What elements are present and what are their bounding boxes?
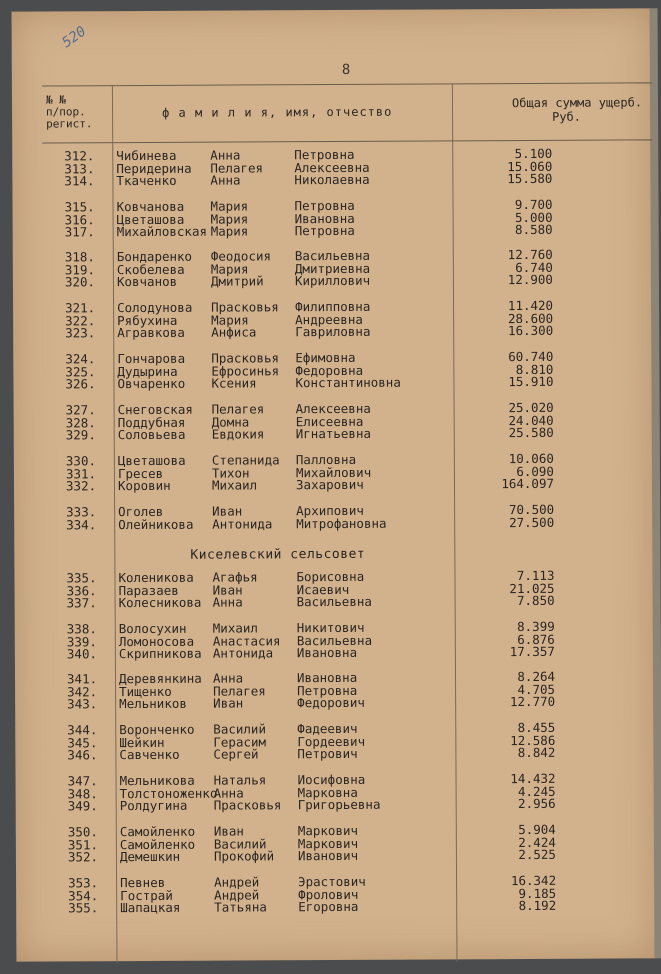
row-first-name: Пелагея — [210, 159, 264, 176]
row-number: 335. — [66, 570, 97, 586]
row-amount: 8.580 — [514, 222, 553, 238]
row-surname: Толстоноженко — [119, 785, 218, 801]
row-surname: Мельникова — [119, 772, 195, 789]
table-row — [14, 515, 654, 531]
row-number: 352. — [67, 849, 99, 865]
row-first-name: Иван — [213, 823, 244, 839]
row-patronymic: Петрович — [297, 746, 358, 762]
row-number: 332. — [65, 478, 97, 494]
row-first-name: Антонида — [212, 515, 273, 532]
row-patronymic: Исаевич — [296, 581, 350, 597]
row-first-name: Прасковья — [211, 299, 279, 315]
row-number: 346. — [67, 747, 98, 763]
row-amount: 2.956 — [517, 796, 556, 812]
row-patronymic: Захарович — [295, 477, 364, 493]
row-first-name: Пелагея — [211, 401, 265, 417]
row-patronymic: Гавриловна — [295, 323, 371, 340]
row-number: 319. — [64, 261, 96, 277]
row-surname: Коленикова — [118, 569, 194, 586]
table-row — [12, 172, 652, 188]
row-surname: Снеговская — [117, 401, 193, 418]
row-number: 349. — [67, 798, 98, 814]
row-number: 314. — [64, 173, 95, 189]
row-first-name: Дмитрий — [210, 273, 264, 289]
row-amount: 12.900 — [507, 272, 553, 288]
row-number: 353. — [68, 875, 99, 891]
row-number: 329. — [65, 427, 96, 443]
row-surname: Михайловская — [116, 223, 208, 240]
row-amount: 9.185 — [518, 885, 557, 901]
row-patronymic: Федорович — [297, 695, 365, 711]
row-first-name: Василий — [213, 721, 267, 737]
row-first-name: Иван — [212, 582, 243, 598]
table-row — [13, 273, 653, 289]
row-number: 334. — [66, 516, 97, 532]
row-patronymic: Петровна — [297, 682, 358, 698]
row-surname: Перидерина — [116, 160, 192, 176]
table-row — [13, 324, 653, 340]
row-number: 354. — [68, 887, 99, 903]
row-number: 313. — [64, 160, 95, 177]
row-patronymic: Егоровна — [298, 899, 359, 915]
row-first-name: Анастасия — [212, 632, 281, 649]
row-surname: Колесникова — [118, 594, 202, 611]
row-surname: Бондаренко — [116, 248, 193, 265]
row-patronymic: Михайлович — [295, 464, 372, 480]
row-amount: 12.770 — [509, 694, 556, 710]
row-number: 327. — [65, 402, 96, 418]
row-surname: Дудырина — [117, 363, 178, 379]
row-amount: 8.192 — [518, 898, 557, 914]
row-surname: Ломоносова — [118, 633, 195, 649]
row-surname: Скобелева — [116, 261, 185, 277]
table-row — [16, 848, 656, 864]
row-patronymic: Никитович — [296, 619, 365, 636]
row-first-name: Мария — [211, 312, 249, 328]
row-first-name: Иван — [212, 503, 243, 519]
row-first-name: Прокофий — [213, 848, 275, 864]
table-row — [15, 695, 655, 711]
row-first-name: Прасковья — [213, 797, 282, 813]
row-amount: 8.810 — [515, 361, 554, 377]
row-patronymic: Алексеевна — [295, 400, 371, 417]
table-row — [13, 223, 653, 239]
row-number: 322. — [65, 312, 96, 328]
row-first-name: Михаил — [211, 477, 258, 493]
row-surname: Тищенко — [119, 683, 172, 699]
header-sum-line2: Руб. — [552, 109, 582, 124]
row-first-name: Андрей — [214, 886, 260, 903]
row-amount: 21.025 — [509, 580, 555, 596]
row-first-name: Антонида — [212, 645, 274, 661]
row-amount: 2.525 — [518, 847, 556, 863]
row-surname: Гончарова — [117, 350, 186, 367]
row-surname: Паразаев — [118, 582, 179, 598]
page-number: 8 — [341, 61, 351, 78]
row-amount: 7.850 — [516, 593, 555, 609]
row-number: 348. — [67, 785, 98, 801]
row-first-name: Анна — [212, 594, 243, 610]
row-amount: 11.420 — [507, 297, 554, 314]
row-number: 333. — [66, 504, 97, 520]
row-amount: 4.705 — [517, 681, 556, 697]
table-row — [16, 899, 656, 915]
row-patronymic: Маркович — [297, 822, 359, 839]
row-first-name: Андрей — [214, 874, 260, 890]
row-patronymic: Эрастович — [298, 873, 366, 890]
table-row — [15, 645, 655, 661]
row-amount: 5.904 — [518, 821, 556, 838]
row-patronymic: Константиновна — [295, 374, 401, 391]
row-amount: 25.020 — [508, 399, 554, 416]
row-first-name: Мария — [210, 223, 249, 239]
row-amount: 8.399 — [517, 618, 555, 635]
row-first-name: Домна — [211, 414, 250, 430]
row-first-name: Мария — [210, 198, 249, 214]
row-number: 323. — [65, 325, 96, 341]
row-surname: Деревянкина — [118, 670, 202, 687]
row-amount: 16.342 — [510, 872, 557, 889]
row-number: 321. — [65, 300, 96, 316]
row-patronymic: Иванович — [297, 848, 359, 864]
row-surname: Поддубная — [117, 414, 186, 430]
row-first-name: Анна — [212, 670, 244, 686]
row-patronymic: Алексеевна — [294, 159, 370, 175]
row-number: 342. — [67, 683, 98, 699]
row-number: 351. — [67, 836, 99, 852]
row-number: 330. — [65, 453, 97, 469]
row-surname: Ковчанов — [116, 274, 178, 290]
row-amount: 14.432 — [510, 770, 556, 787]
header-name-column: ф а м и л и я, имя, отчество — [162, 104, 393, 120]
row-patronymic: Петровна — [294, 146, 355, 163]
row-first-name: Пелагея — [213, 682, 266, 699]
row-first-name: Евдокия — [211, 426, 265, 442]
row-surname: Олейникова — [118, 516, 194, 532]
row-amount: 15.910 — [508, 374, 554, 390]
row-number: 337. — [66, 595, 97, 611]
row-patronymic: Борисовна — [296, 568, 365, 585]
table-row — [15, 746, 655, 762]
row-amount: 2.424 — [518, 834, 556, 850]
row-number: 318. — [64, 249, 95, 265]
row-number: 328. — [65, 414, 96, 430]
row-number: 336. — [66, 582, 97, 598]
row-surname: Мельников — [119, 695, 187, 712]
row-surname: Рябухина — [117, 312, 178, 328]
row-number: 343. — [67, 696, 98, 712]
row-amount: 6.876 — [517, 631, 555, 647]
archive-number-mark: 520 — [59, 23, 90, 52]
header-sum-column — [512, 95, 642, 124]
row-patronymic: Маркович — [297, 835, 359, 851]
row-first-name: Тихон — [211, 465, 250, 481]
row-first-name: Наталья — [213, 772, 267, 788]
row-amount: 10.060 — [508, 450, 554, 467]
row-patronymic: Гордеевич — [297, 733, 366, 749]
row-surname: Овчаренко — [117, 375, 186, 392]
row-first-name: Анна — [213, 785, 244, 801]
row-first-name: Степанида — [211, 452, 280, 468]
header-number-column — [46, 94, 93, 130]
row-number: 315. — [64, 199, 95, 215]
row-patronymic: Иосифовна — [297, 771, 366, 788]
row-first-name: Ксения — [211, 375, 257, 391]
row-surname: Солодунова — [117, 299, 193, 316]
row-patronymic: Митрофановна — [296, 515, 387, 531]
row-surname: Шейкин — [119, 734, 165, 750]
row-surname: Соловьева — [117, 426, 186, 443]
row-surname: Шапацкая — [120, 899, 181, 916]
row-amount: 4.245 — [517, 783, 556, 799]
row-amount: 6.090 — [516, 463, 554, 479]
row-first-name: Татьяна — [214, 899, 267, 915]
row-amount: 12.586 — [510, 732, 556, 748]
row-first-name: Анна — [210, 172, 241, 188]
row-surname: Ткаченко — [116, 173, 177, 189]
row-first-name: Ефросинья — [211, 362, 280, 379]
row-amount: 8.455 — [517, 719, 556, 736]
row-number: 331. — [65, 465, 97, 481]
row-surname: Чибинева — [116, 147, 177, 164]
row-number: 325. — [65, 363, 96, 379]
row-amount: 16.300 — [507, 323, 554, 339]
row-patronymic: Ивановна — [294, 210, 355, 226]
row-surname: Оголев — [118, 503, 164, 520]
row-number: 341. — [66, 671, 98, 687]
row-amount: 164.097 — [501, 476, 555, 492]
row-amount: 15.060 — [507, 158, 553, 174]
row-first-name: Анфиса — [211, 324, 257, 340]
row-amount: 12.760 — [507, 246, 553, 263]
row-first-name: Герасим — [213, 733, 267, 750]
row-surname: Демешкин — [119, 848, 181, 865]
row-amount: 28.600 — [507, 310, 554, 326]
row-patronymic: Петровна — [294, 197, 355, 214]
row-number: 355. — [68, 900, 99, 916]
row-patronymic: Васильевна — [296, 632, 373, 648]
row-first-name: Мария — [210, 211, 249, 227]
row-first-name: Прасковья — [211, 350, 280, 366]
row-first-name: Иван — [213, 695, 244, 711]
header-sum-line1: Общая сумма ущерб. — [511, 95, 643, 111]
row-surname: Цветашова — [117, 452, 186, 469]
row-amount: 24.040 — [508, 412, 554, 428]
row-patronymic: Елисеевна — [295, 413, 364, 429]
row-first-name: Василий — [213, 835, 267, 852]
row-surname: Волосухин — [118, 620, 187, 637]
header-num-line3: регист. — [46, 117, 93, 131]
row-surname: Ковчанова — [116, 198, 185, 215]
row-patronymic: Марковна — [297, 784, 358, 800]
row-number: 350. — [67, 824, 98, 840]
row-number: 312. — [64, 148, 95, 164]
table-row — [13, 375, 653, 391]
row-surname: Ролдугина — [119, 797, 188, 814]
table-header — [42, 82, 652, 143]
row-number: 344. — [67, 722, 98, 738]
row-patronymic: Васильевна — [296, 593, 372, 610]
row-amount: 8.842 — [517, 745, 556, 761]
row-amount: 60.740 — [508, 348, 554, 365]
row-first-name: Мария — [210, 261, 249, 277]
row-surname: Гострай — [120, 887, 173, 903]
row-patronymic: Николаевна — [294, 171, 370, 188]
row-amount: 70.500 — [508, 501, 555, 518]
row-first-name: Феодосия — [210, 248, 272, 264]
row-number: 317. — [64, 224, 95, 240]
row-number: 326. — [65, 376, 96, 392]
row-amount: 17.357 — [509, 644, 555, 660]
row-number: 316. — [64, 211, 95, 228]
header-num-line1: № № — [45, 93, 66, 107]
row-patronymic: Кириллович — [294, 272, 371, 289]
row-patronymic: Ивановна — [296, 645, 358, 661]
row-patronymic: Ефимовна — [295, 349, 356, 366]
row-patronymic: Фадеевич — [297, 720, 358, 737]
row-first-name: Михаил — [212, 620, 258, 636]
row-patronymic: Игнатьевна — [295, 425, 372, 442]
row-amount: 27.500 — [509, 514, 555, 530]
row-amount: 9.700 — [514, 196, 553, 213]
row-surname: Коровин — [117, 478, 171, 494]
row-patronymic: Федоровна — [295, 362, 364, 378]
row-surname: Цветашова — [116, 211, 185, 227]
row-surname: Гресев — [117, 465, 164, 481]
row-amount: 5.000 — [514, 209, 553, 225]
row-amount: 7.113 — [516, 567, 555, 584]
row-surname: Скрипникова — [118, 645, 202, 662]
table-row — [14, 426, 654, 442]
row-patronymic: Дмитриевна — [294, 260, 371, 276]
row-patronymic: Фролович — [298, 886, 359, 902]
row-amount: 6.740 — [515, 259, 553, 275]
row-amount: 5.100 — [514, 145, 553, 162]
section-title: Киселевский сельсовет — [190, 546, 366, 563]
header-num-line2: п/пор. — [46, 105, 86, 119]
row-patronymic: Андреевна — [295, 311, 363, 327]
table-row — [16, 797, 656, 813]
row-patronymic: Филипповна — [295, 298, 371, 315]
row-patronymic: Ивановна — [296, 669, 358, 686]
row-patronymic: Григорьевна — [297, 796, 381, 813]
row-surname: Воронченко — [119, 721, 195, 738]
row-patronymic: Архипович — [296, 502, 364, 519]
row-number: 338. — [66, 621, 97, 637]
row-patronymic: Палловна — [295, 451, 357, 468]
row-surname: Самойленко — [119, 823, 196, 840]
row-number: 345. — [67, 734, 98, 750]
row-surname: Агравкова — [117, 324, 185, 341]
row-amount: 15.580 — [507, 171, 553, 187]
row-amount: 25.580 — [508, 425, 554, 441]
row-number: 324. — [65, 351, 96, 367]
table-row — [15, 594, 655, 610]
row-first-name: Анна — [210, 147, 241, 163]
row-first-name: Сергей — [213, 746, 259, 762]
document-page — [12, 8, 657, 961]
row-first-name: Агафья — [212, 569, 258, 585]
row-number: 339. — [66, 633, 97, 649]
row-number: 340. — [66, 646, 98, 662]
row-number: 320. — [64, 274, 96, 290]
row-patronymic: Петровна — [294, 223, 355, 239]
row-amount: 8.264 — [517, 668, 556, 685]
row-number: 347. — [67, 773, 98, 789]
row-surname: Самойленко — [119, 836, 196, 852]
row-surname: Савченко — [119, 746, 180, 763]
row-patronymic: Васильевна — [294, 247, 371, 264]
row-surname: Певнев — [120, 874, 166, 891]
table-row — [14, 477, 654, 493]
